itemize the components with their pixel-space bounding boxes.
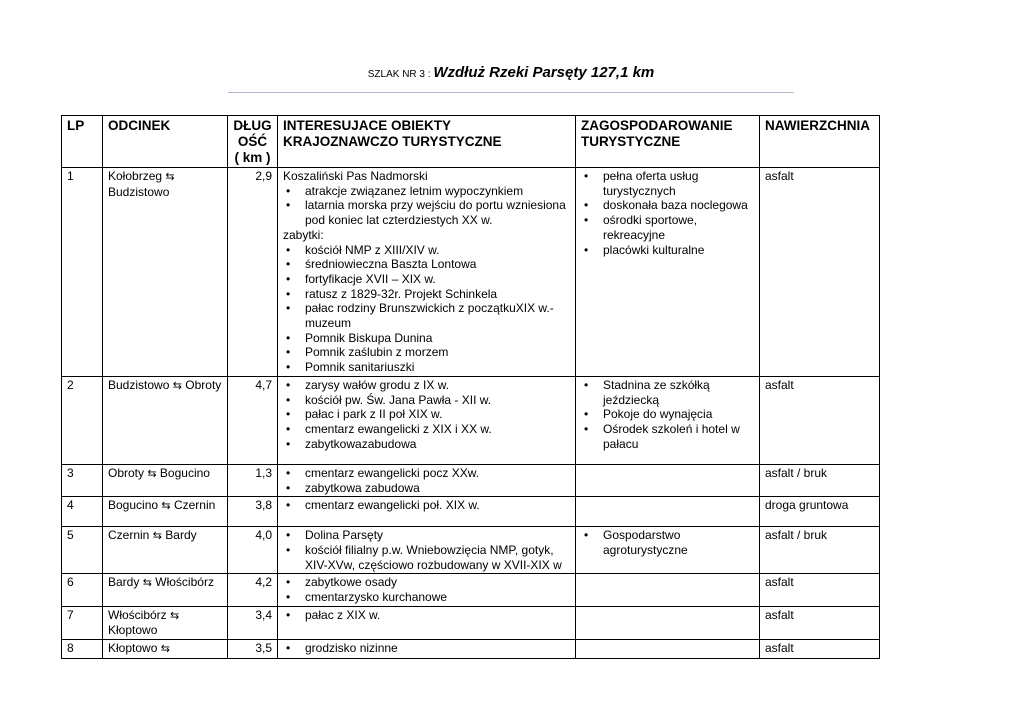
facilities-list (581, 378, 754, 452)
attractions-cell (278, 574, 576, 606)
row-number: 1 (62, 168, 103, 377)
facility-item: • doskonała baza noclegowa (581, 198, 754, 213)
table-row (62, 640, 880, 659)
attractions-cell (278, 606, 576, 639)
col-header-dlugosc-line3: ( km ) (234, 150, 271, 165)
facilities-cell (576, 497, 760, 527)
col-header-nawierzchnia: NAWIERZCHNIA (760, 116, 880, 168)
attraction-item: • pałac z XIX w. (283, 608, 570, 623)
bidirectional-arrow-icon: ⇆ (170, 608, 180, 622)
col-header-dlugosc (228, 116, 278, 168)
bidirectional-arrow-icon: ⇆ (147, 466, 157, 480)
segment-cell (103, 497, 228, 527)
attractions-list (283, 466, 570, 495)
segment-to: Bardy (165, 528, 197, 543)
segment-to: Budzistowo (108, 184, 170, 199)
table-row (62, 606, 880, 639)
facilities-cell (576, 606, 760, 639)
attractions-cell (278, 497, 576, 527)
row-number: 7 (62, 606, 103, 639)
segment-from: Czernin (108, 528, 150, 543)
facility-item: • pełna oferta usług turystycznych (581, 169, 754, 198)
segment-from: Bogucino (108, 498, 159, 513)
attractions-list (283, 528, 570, 572)
facility-item: • Stadnina ze szkółką jeździecką (581, 378, 754, 407)
table-header-row (62, 116, 880, 168)
segment-cell (103, 574, 228, 606)
surface-type: asfalt (760, 640, 880, 659)
attraction-item: • cmentarz ewangelicki z XIX i XX w. (283, 422, 570, 437)
header-separator: : (424, 69, 434, 80)
attractions-list (283, 608, 570, 623)
attractions-list (283, 641, 570, 656)
col-header-lp: LP (62, 116, 103, 168)
row-number: 6 (62, 574, 103, 606)
segment-cell (103, 606, 228, 639)
table-row (62, 497, 880, 527)
segment-to: Czernin (173, 498, 216, 513)
route-number: SZLAK NR 3 (367, 69, 425, 80)
table-row (62, 376, 880, 464)
monument-item: • fortyfikacje XVII – XIX w. (283, 272, 570, 287)
facilities-list (581, 528, 754, 557)
segment-to: Bogucino (159, 465, 210, 480)
monument-item: • ratusz z 1829-32r. Projekt Schinkela (283, 287, 570, 302)
attractions-cell (278, 464, 576, 496)
attraction-item: • zabytkowazabudowa (283, 437, 570, 452)
segment-from: Kołobrzeg (108, 169, 163, 183)
bidirectional-arrow-icon: ⇆ (161, 499, 171, 513)
segment-length: 3,8 (228, 497, 278, 527)
route-table-body (62, 168, 880, 659)
row-number: 4 (62, 497, 103, 527)
attractions-cell (278, 168, 576, 377)
bidirectional-arrow-icon: ⇆ (165, 170, 175, 183)
attraction-item: • zarysy wałów grodu z IX w. (283, 378, 570, 393)
attraction-item: • zabytkowe osady (283, 575, 570, 590)
bidirectional-arrow-icon: ⇆ (142, 576, 152, 590)
segment-to: Obroty (185, 377, 222, 392)
attractions-list (283, 498, 570, 513)
surface-type: asfalt (760, 574, 880, 606)
segment-from: Włościbórz (108, 607, 167, 622)
table-row (62, 574, 880, 606)
surface-type: asfalt (760, 168, 880, 377)
monument-item: • Pomnik sanitariuszki (283, 360, 570, 375)
facility-item: • Ośrodek szkoleń i hotel w pałacu (581, 422, 754, 451)
segment-length: 4,2 (228, 574, 278, 606)
attractions-list (283, 378, 570, 452)
monuments-list (283, 243, 570, 375)
attractions-intro: Koszaliński Pas Nadmorski (283, 169, 428, 183)
facility-item: • placówki kulturalne (581, 243, 754, 258)
monument-item: • pałac rodziny Brunszwickich z początkuXIX w.- muzeum (283, 301, 570, 330)
col-header-dlugosc-line2: OŚĆ (237, 134, 268, 149)
monuments-label: zabytki: (283, 227, 324, 242)
bidirectional-arrow-icon: ⇆ (152, 529, 162, 543)
surface-type: asfalt (760, 606, 880, 639)
monument-item: • Pomnik zaślubin z morzem (283, 345, 570, 360)
row-number: 2 (62, 376, 103, 464)
segment-cell (103, 527, 228, 574)
col-header-obiekty: INTERESUJACE OBIEKTY KRAJOZNAWCZO TURYSTYCZNE (278, 116, 576, 168)
col-header-zagospodarowanie: ZAGOSPODAROWANIE TURYSTYCZNE (576, 116, 760, 168)
segment-cell (103, 640, 228, 659)
segment-length: 3,4 (228, 606, 278, 639)
facilities-cell (576, 527, 760, 574)
facility-item: • ośrodki sportowe, rekreacyjne (581, 213, 754, 242)
attraction-item: • cmentarz ewangelicki pocz XXw. (283, 466, 570, 481)
segment-cell (103, 464, 228, 496)
segment-length: 3,5 (228, 640, 278, 659)
attraction-item: • kościół pw. Św. Jana Pawła - XII w. (283, 393, 570, 408)
segment-from: Budzistowo (108, 377, 170, 392)
facilities-cell (576, 464, 760, 496)
segment-cell (103, 376, 228, 464)
attraction-item: • cmentarzysko kurchanowe (283, 590, 570, 605)
table-row (62, 527, 880, 574)
bidirectional-arrow-icon: ⇆ (160, 642, 170, 656)
facilities-list (581, 169, 754, 257)
attractions-cell (278, 527, 576, 574)
surface-type: asfalt (760, 376, 880, 464)
segment-from: Bardy (108, 575, 140, 590)
segment-from: Kłoptowo (108, 641, 158, 656)
segment-from: Obroty (108, 465, 145, 480)
segment-length: 2,9 (228, 168, 278, 377)
surface-type: asfalt / bruk (760, 527, 880, 574)
facilities-cell (576, 574, 760, 606)
route-table (61, 115, 880, 659)
page-header (228, 64, 794, 82)
col-header-dlugosc-line1: DŁUG (233, 118, 272, 133)
segment-length: 4,7 (228, 376, 278, 464)
attraction-item: • latarnia morska przy wejściu do portu wzniesiona pod koniec lat czterdziestych XX w. (283, 198, 570, 227)
attraction-item: • atrakcje związanez letnim wypoczynkiem (283, 184, 570, 199)
segment-to: Włościbórz (155, 575, 214, 590)
facilities-cell (576, 376, 760, 464)
table-row (62, 464, 880, 496)
facility-item: • Pokoje do wynajęcia (581, 407, 754, 422)
bidirectional-arrow-icon: ⇆ (172, 378, 182, 392)
route-title: Wzdłuż Rzeki Parsęty 127,1 km (433, 64, 655, 81)
surface-type: asfalt / bruk (760, 464, 880, 496)
attraction-item: • kościół filialny p.w. Wniebowzięcia NMP, gotyk, XIV-XVw, częściowo rozbudowany w XVII-XIX w (283, 543, 570, 572)
segment-cell (103, 168, 228, 377)
row-number: 5 (62, 527, 103, 574)
attractions-list (283, 184, 570, 228)
monument-item: • średniowieczna Baszta Lontowa (283, 257, 570, 272)
segment-length: 4,0 (228, 527, 278, 574)
attractions-cell (278, 376, 576, 464)
attractions-list (283, 575, 570, 604)
surface-type: droga gruntowa (760, 497, 880, 527)
row-number: 3 (62, 464, 103, 496)
facilities-cell (576, 640, 760, 659)
monument-item: • kościół NMP z XIII/XIV w. (283, 243, 570, 258)
attraction-item: • pałac i park z II poł XIX w. (283, 407, 570, 422)
header-divider (228, 92, 794, 93)
table-row (62, 168, 880, 377)
monument-item: • Pomnik Biskupa Dunina (283, 331, 570, 346)
attraction-item: • grodzisko nizinne (283, 641, 570, 656)
col-header-odcinek: ODCINEK (103, 116, 228, 168)
segment-length: 1,3 (228, 464, 278, 496)
attractions-cell (278, 640, 576, 659)
attraction-item: • Dolina Parsęty (283, 528, 570, 543)
facility-item: • Gospodarstwo agroturystyczne (581, 528, 754, 557)
segment-to: Kłoptowo (108, 623, 158, 638)
attraction-item: • cmentarz ewangelicki poł. XIX w. (283, 498, 570, 513)
row-number: 8 (62, 640, 103, 659)
attraction-item: • zabytkowa zabudowa (283, 481, 570, 496)
facilities-cell (576, 168, 760, 377)
